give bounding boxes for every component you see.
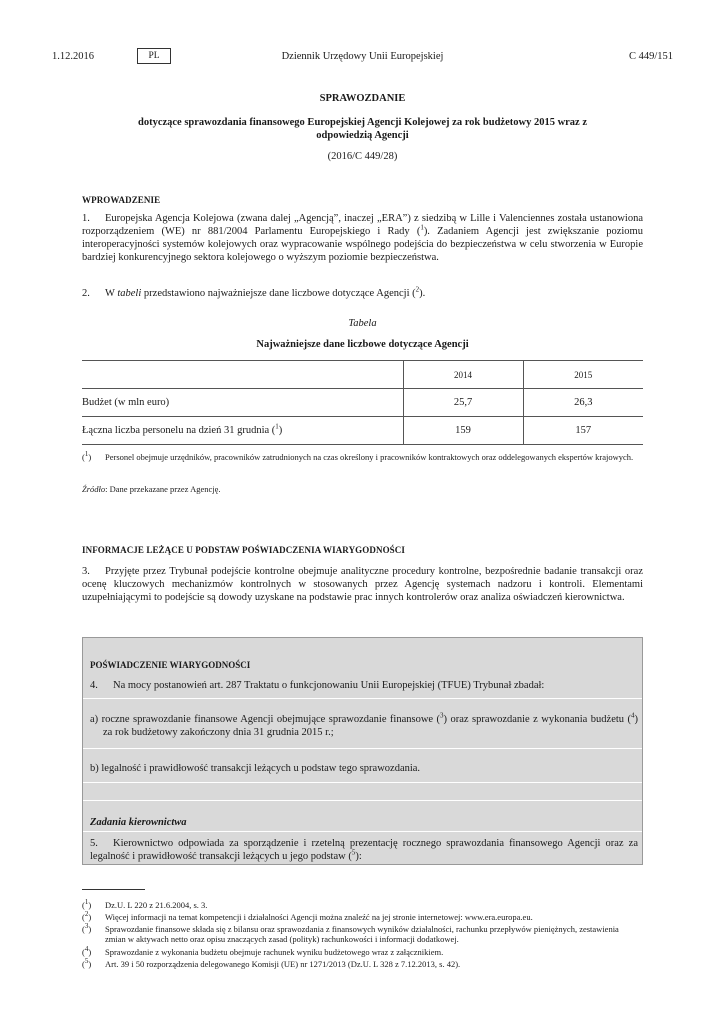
paragraph-3: 3. Przyjęte przez Trybunał podejście kontrolne obejmuje analityczne procedury kontrolne, bezpośrednie badanie transakcji oraz ocenę kluczowych mechanizmów kontrolnych w stosowanych przez Agencję systemach nadzoru i kontroli. Elementami uzupełniającymi to podejście są dowody uzyskane na podstawie prac innych kontrolerów oraz analiza oświadczeń kierownictwa. [82,566,643,603]
column-header-2014: 2014 [403,361,523,389]
footnote: ($^2$) Więcej informacji na temat kompetencji i działalności Agencji można znaleźć na jej stronie internetowej: www.era.europa.eu. [82,910,533,922]
footnote-ref: 3 [440,711,444,720]
row-label: Budżet (w mln euro) [82,389,403,417]
list-item: a) roczne sprawozdanie finansowe Agencji obejmujące sprawozdanie finansowe ($^3$) oraz sprawozdanie z wykonania budżetu ($^4$) za rok budżetowy zakończony dnia 31 grudnia 2015 r.; [90,711,638,738]
cell-value: 157 [523,417,643,445]
table-source: Źródło: Dane przekazane przez Agencję. [82,484,221,494]
footnote-ref: 1 [275,422,279,431]
management-subheading: Zadania kierownictwa [90,817,187,828]
paragraph-number: 1. [82,213,90,224]
paragraph-number: 4. [90,680,98,691]
paragraph-1: 1. Europejska Agencja Kolejowa (zwana dalej „Agencją”, inaczej „ERA”) z siedzibą w Lille i Valenciennes została ustanowiona rozporządzeniem (WE) nr 881/2004 Parlamentu Europejskiego i Rady ($^1$). Zadaniem Agencji jest zwiększanie poziomu interoperacyjności systemów kolejowych oraz wypracowanie wspólnego podejścia do bezpieczeństwa w celu stworzenia w Europie bardziej konkurencyjnego sektora kolejowego o wyższym poziomie bezpieczeństwa. [82,213,643,263]
intro-heading: WPROWADZENIE [82,195,161,205]
publication-date: 1.12.2016 [52,51,94,62]
list-item: b) legalność i prawidłowość transakcji leżących u podstaw tego sprawozdania. [90,763,421,774]
footnote-ref: 1 [420,223,424,232]
paragraph-4: 4. Na mocy postanowień art. 287 Traktatu o funkcjonowaniu Unii Europejskiej (TFUE) Trybunał zbadał: [90,680,545,691]
table-row [82,417,643,445]
footnote-separator [82,889,145,890]
table-title: Najważniejsze dane liczbowe dotyczące Agencji [256,339,469,350]
footnote-ref: 4 [630,711,635,720]
assurance-box [82,637,643,865]
footnote: ($^5$) Art. 39 i 50 rozporządzenia delegowanego Komisji (UE) nr 1271/2013 (Dz.U. L 328 z 7.12.2013, s. 42). [82,957,461,969]
assurance-heading: POŚWIADCZENIE WIARYGODNOŚCI [90,660,251,670]
table-note: ($^1$) Personel obejmuje urzędników, pracowników zatrudnionych na czas określony i pracowników kontraktowych oraz oddelegowanych ekspertów krajowych. [82,450,634,462]
report-title: SPRAWOZDANIE [319,93,406,104]
paragraph-number: 3. [82,566,90,577]
basis-heading: INFORMACJE LEŻĄCE U PODSTAW POŚWIADCZENIA WIARYGODNOŚCI [82,545,405,555]
footnote: ($^1$) Dz.U. L 220 z 21.6.2004, s. 3. [82,898,208,910]
column-header-2015: 2015 [523,361,643,389]
paragraph-2: 2. W tabeli przedstawiono najważniejsze dane liczbowe dotyczące Agencji ($^2$). [82,285,426,299]
paragraph-number: 2. [82,288,90,299]
journal-title: Dziennik Urzędowy Unii Europejskiej [281,51,444,62]
report-subtitle: dotyczące sprawozdania finansowego Europejskiej Agencji Kolejowej za rok budżetowy 2015 wraz z odpowiedzią Agencji [137,117,588,141]
footnote: ($^3$) Sprawozdanie finansowe składa się z bilansu oraz sprawozdania z finansowych wyników działalności, rachunku przepływów pieniężnych, zestawienia zmian w aktywach netto oraz opisu znaczących zasad (polityk) rachunkowości i informacji dodatkowej. [82,922,619,944]
table-row [82,389,643,417]
footnote: ($^4$) Sprawozdanie z wykonania budżetu obejmuje rachunek wyniku budżetowego wraz z załącznikiem. [82,945,444,957]
journal-reference: C 449/151 [628,51,673,62]
cell-value: 25,7 [403,389,523,417]
footnote-ref: 5 [351,848,356,857]
table-label: Tabela [348,318,377,329]
cell-value: 159 [403,417,523,445]
key-figures-table [82,360,643,445]
paragraph-5: 5. Kierownictwo odpowiada za sporządzenie i rzetelną prezentację rocznego sprawozdania finansowego Agencji oraz za legalność i prawidłowość transakcji leżących u jego podstaw ($^5$): [90,838,638,862]
report-code: (2016/C 449/28) [327,151,398,162]
table-header-row [82,361,643,389]
cell-value: 26,3 [523,389,643,417]
footnote-ref: 2 [415,285,420,294]
row-label: Łączna liczba personelu na dzień 31 grudnia ($^1$) [82,417,403,445]
page-header [52,51,673,67]
paragraph-number: 5. [90,838,98,849]
language-badge: PL [137,48,171,64]
